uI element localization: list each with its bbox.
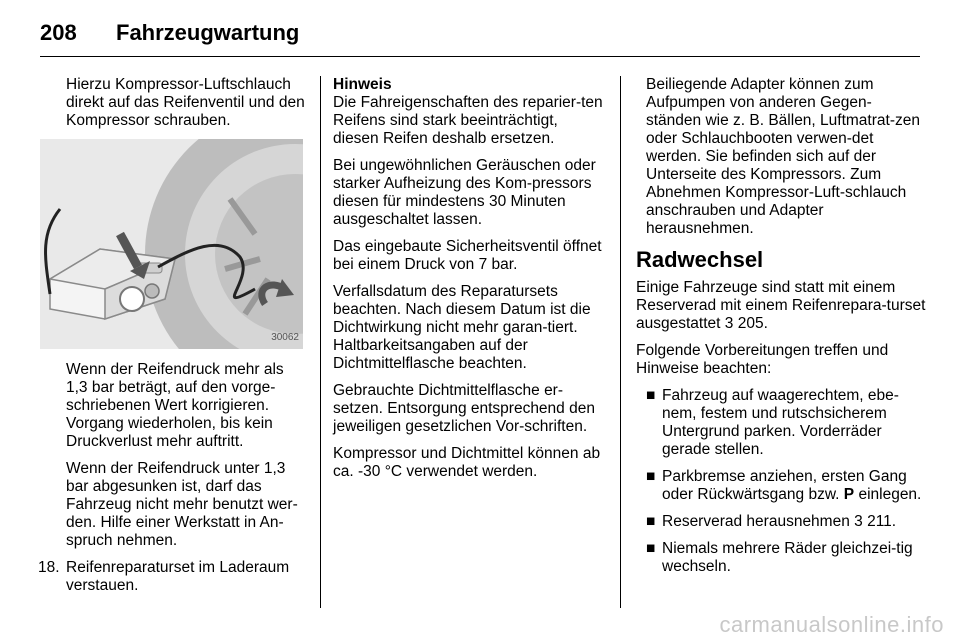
list-item: ■ Niemals mehrere Räder gleichzei-tig wechseln. — [646, 540, 913, 575]
header-divider — [40, 56, 920, 57]
column-3 — [636, 76, 926, 585]
page-reference-link[interactable]: 205. — [737, 315, 768, 332]
column-1 — [40, 76, 308, 604]
section-title: Radwechsel — [636, 247, 764, 272]
step-number: 18. — [38, 559, 60, 576]
chapter-title: Fahrzeugwartung — [116, 20, 300, 45]
column-2 — [333, 76, 605, 490]
compressor-illustration — [40, 139, 303, 349]
bullet-icon: ■ — [646, 468, 656, 485]
page-number: 208 — [40, 20, 77, 45]
bullet-icon: ■ — [646, 387, 656, 404]
adapter-paragraph: Beiliegende Adapter können zum Aufpumpen von anderen Gegen-ständen wie z. B. Bällen, Luftmatrat-zen oder Schlauchbooten verwen-det werden. Sie befinden sich auf der Unterseite des Kompressors. Zum Abnehmen Kompressor-Luft-schlauch anschrauben und Adapter herausnehmen. — [646, 76, 920, 237]
note-paragraph-4: Verfallsdatum des Reparatursets beachten. Nach diesem Datum ist die Dichtwirkung nicht mehr garan-tiert. Haltbarkeitsangaben auf der Dichtmittelflasche beachten. — [333, 283, 591, 372]
figure-id: 30062 — [271, 332, 299, 343]
list-item: ■ Fahrzeug auf waagerechtem, ebe-nem, festem und rutschsicherem Untergrund parken. Vorderräder gerade stellen. — [646, 387, 899, 458]
compressor-tyre-drawing — [40, 139, 303, 349]
note-paragraph-6: Kompressor und Dichtmittel können ab ca. -30 °C verwendet werden. — [333, 445, 601, 480]
page-reference-icon: 3 — [854, 513, 863, 530]
watermark: carmanualsonline.info — [719, 612, 944, 637]
page-reference-link[interactable]: 211. — [867, 513, 897, 530]
list-item: ■ Reserverad herausnehmen 3 211. — [646, 513, 897, 530]
column-divider-2 — [620, 76, 621, 608]
list-item: ■ Parkbremse anziehen, ersten Gang oder Rückwärtsgang bzw. P einlegen. — [646, 468, 922, 503]
step-18 — [40, 559, 308, 595]
preparation-list — [636, 387, 926, 576]
column-divider-1 — [320, 76, 321, 608]
gear-position: P — [843, 486, 855, 503]
intro-paragraph: Hierzu Kompressor-Luftschlauch direkt auf das Reifenventil und den Kompressor schrauben. — [66, 76, 305, 129]
note-paragraph-2: Bei ungewöhnlichen Geräuschen oder starker Aufheizung des Kom-pressors diesen für mindestens 30 Minuten ausgeschaltet lassen. — [333, 157, 596, 228]
note-paragraph-3: Das eingebaute Sicherheitsventil öffnet bei einem Druck von 7 bar. — [333, 238, 602, 273]
note-paragraph-5: Gebrauchte Dichtmittelflasche er-setzen. Entsorgung entsprechend den jeweiligen gesetzlichen Vor-schriften. — [333, 382, 595, 435]
paragraph-pressure-high: Wenn der Reifendruck mehr als 1,3 bar beträgt, auf den vorge-schriebenen Wert korrigieren. Vorgang wiederholen, bis kein Druckverlust mehr auftritt. — [66, 361, 284, 450]
page-header — [40, 16, 920, 60]
page-reference-icon: 3 — [724, 315, 734, 332]
bullet-icon: ■ — [646, 540, 656, 557]
step-text: Reifenreparaturset im Laderaum verstauen. — [66, 559, 290, 594]
bullet-icon: ■ — [646, 513, 656, 530]
note-title: Hinweis — [333, 76, 392, 93]
section-intro: Einige Fahrzeuge sind statt mit einem Reserverad mit einem Reifenrepara-turset ausgestattet 3 205. — [636, 279, 926, 332]
note-paragraph-1: Die Fahreigenschaften des reparier-ten Reifens sind stark beeinträchtigt, diesen Reifen deshalb ersetzen. — [333, 94, 603, 147]
preparation-intro: Folgende Vorbereitungen treffen und Hinweise beachten: — [636, 342, 889, 377]
paragraph-pressure-low: Wenn der Reifendruck unter 1,3 bar abgesunken ist, darf das Fahrzeug nicht mehr benutzt wer-den. Hilfe einer Werkstatt in An-spruch nehmen. — [66, 460, 298, 549]
